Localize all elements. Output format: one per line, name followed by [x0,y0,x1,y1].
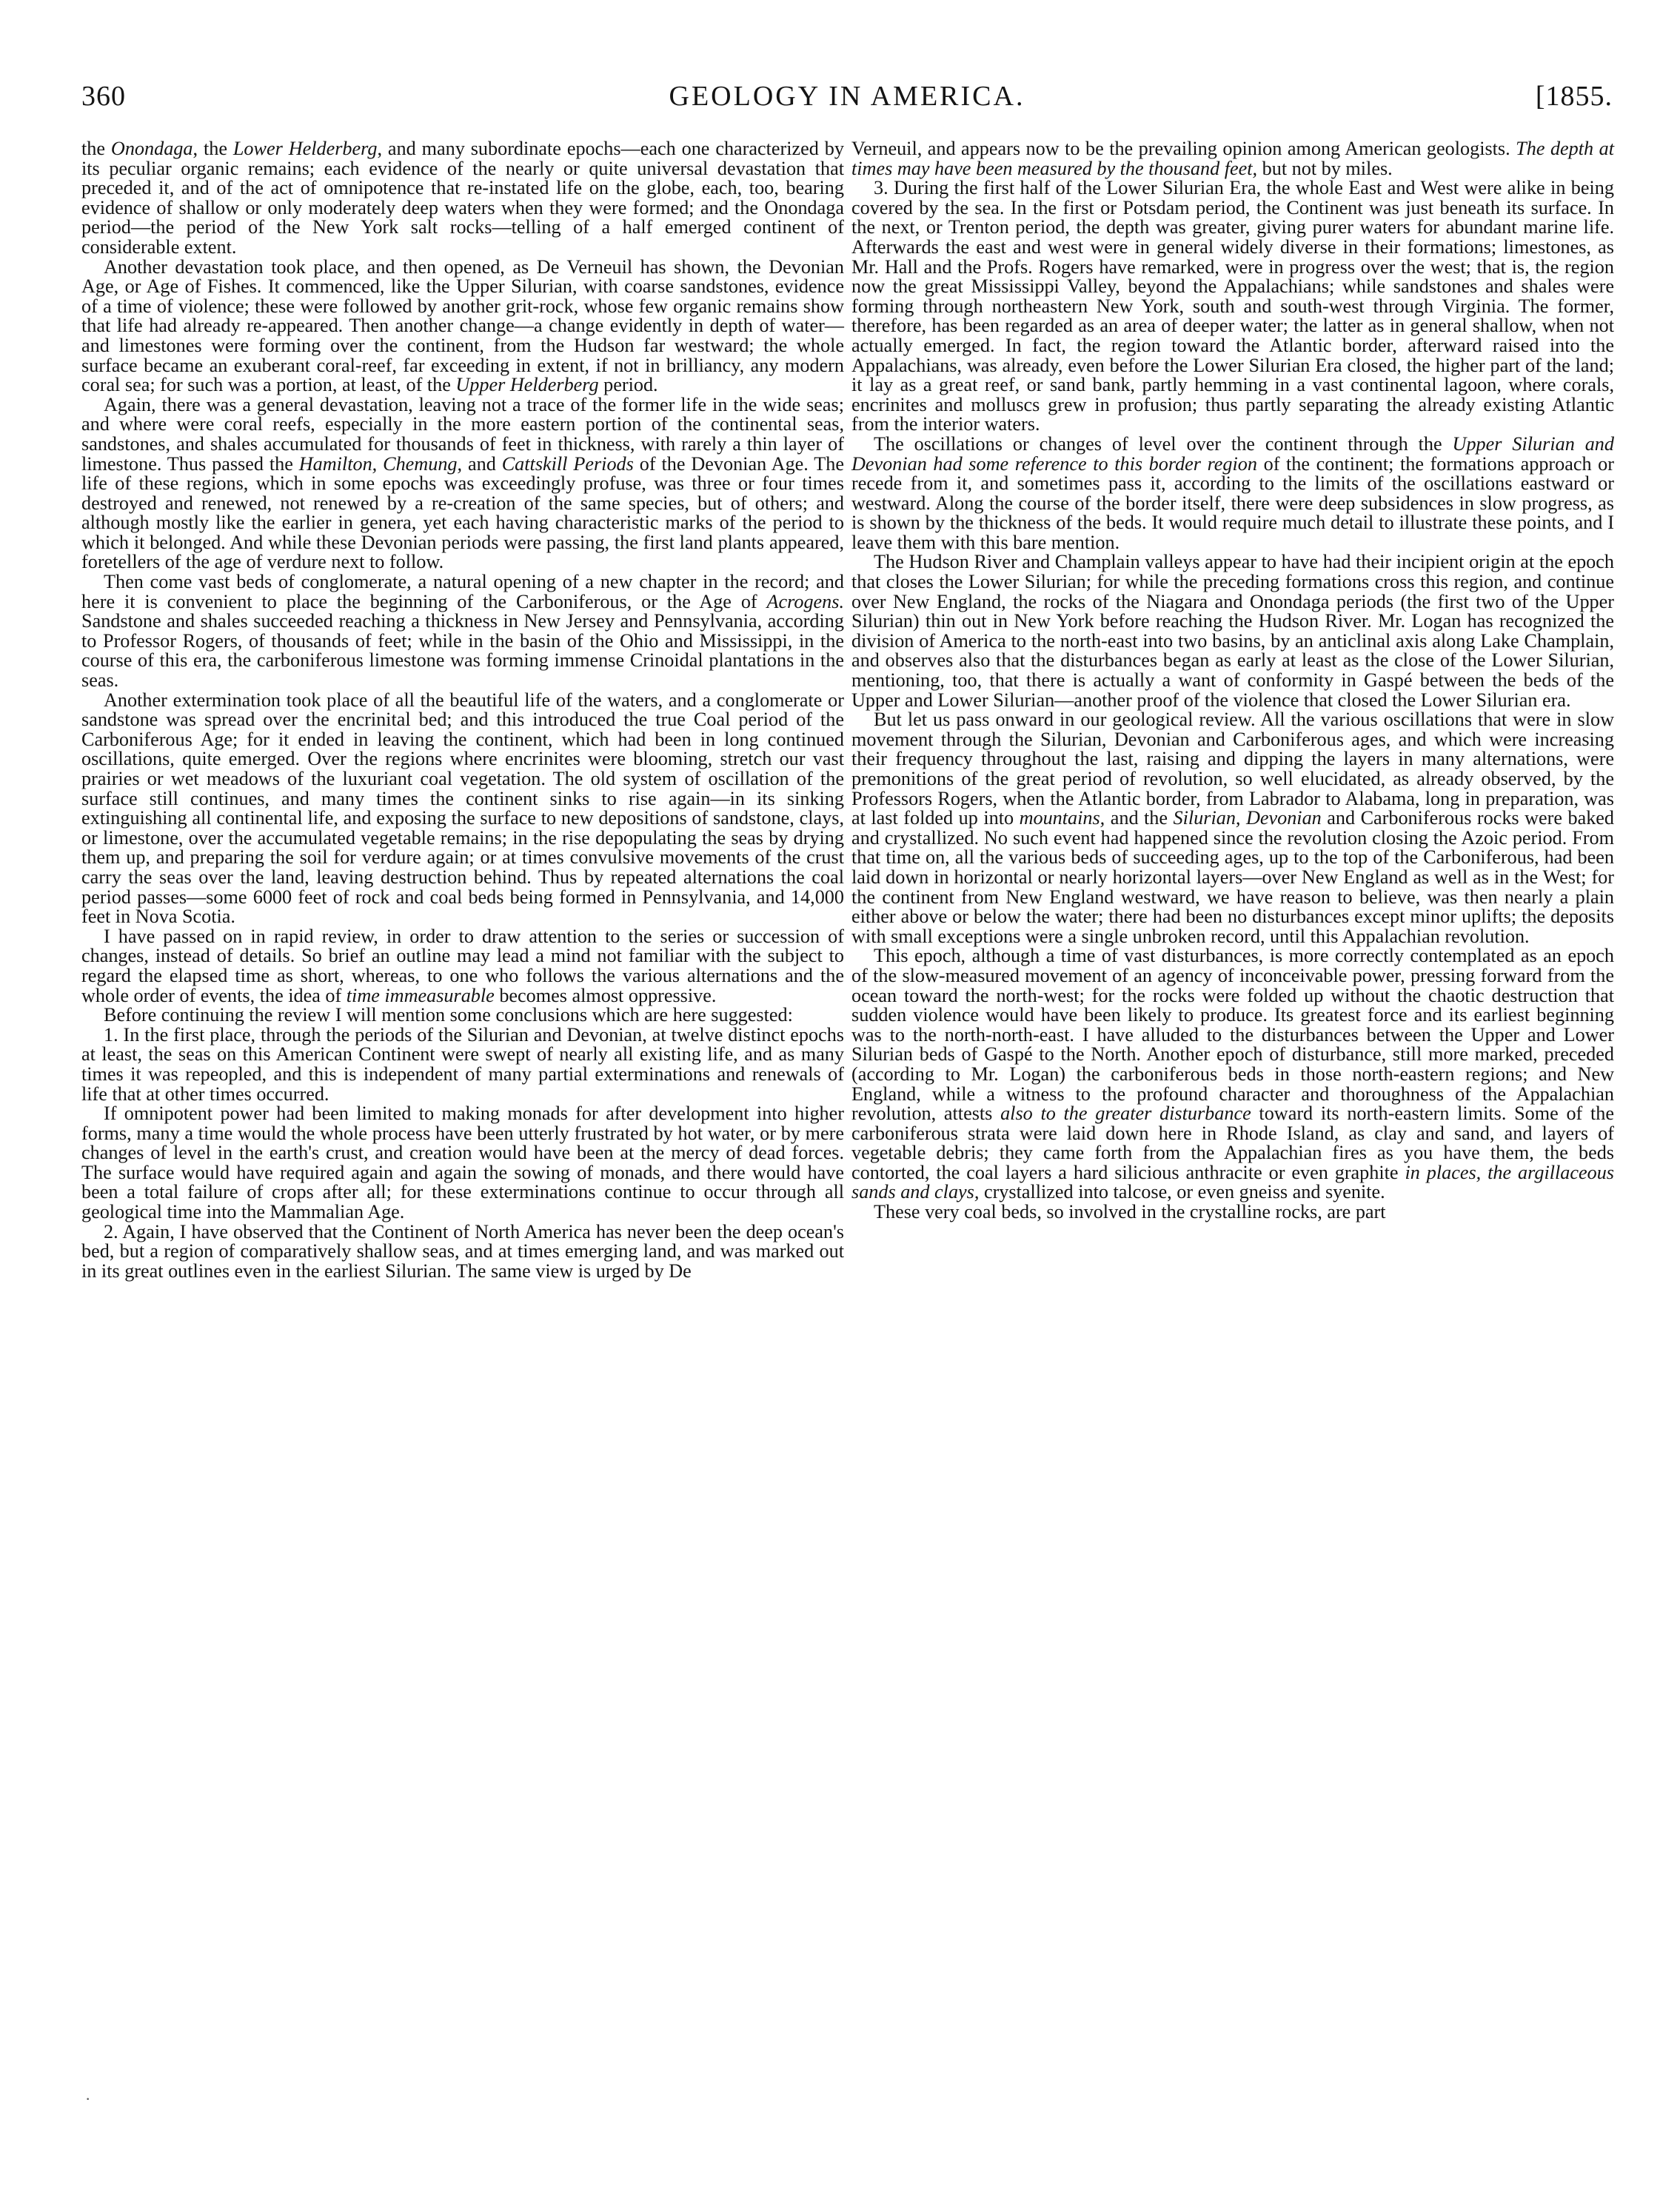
text-run: The Hudson River and Champlain valleys appear to have had their incipient origin at the epoch that closes the Lower Silurian; for while the preceding formations cross this region, and continue over New England, the rocks of the Niagara and Onondaga periods (the first two of the Upper Silurian) thin out in New York before reaching the Hudson River. Mr. Logan has recognized the division of America to the north-east into two basins, by an anticlinal axis along Lake Champlain, and observes also that the disturbances began as early at least as the close of the Lower Silurian, mentioning, too, that there is actually a want of conformity in Gaspé between the beds of the Upper and Lower Silurian—another proof of the violence that closed the Lower Silurian era. [851,551,1614,711]
text-run: of the continent; the formations approach or recede from it, and sometimes pass it, according to the limits of the oscillations eastward or westward. Along the course of the border itself, there were deep subsidences in slow progress, as is shown by the thickness of the beds. It would require much detail to illustrate these points, and I leave them with this bare mention. [851,452,1614,553]
text-run: but not by miles. [1257,157,1393,179]
left-text-column [81,139,844,1281]
paragraph [81,139,844,258]
text-run: Before continuing the review I will mention some conclusions which are here suggested: [104,1004,793,1026]
paragraph [81,255,844,396]
paragraph [851,139,1614,178]
text-run: If omnipotent power had been limited to making monads for after development into higher forms, many a time would the whole process have been utterly frustrated by hot water, or by mere changes of level in the earth's crust, and creation would have been at the mercy of dead forces. The surface would have required again and again the sowing of monads, and there would have been a total failure of crops after all; for these exterminations continue to occur through all geological time into the Mammalian Age. [81,1103,844,1223]
paragraph [851,710,1614,946]
italic-text: Silurian, Devonian [1173,807,1322,829]
paragraph [851,946,1614,1202]
italic-text: Acrogens. [766,590,844,612]
italic-text: mountains, [1019,807,1105,829]
text-run: period. [598,374,658,396]
text-run: Another extermination took place of all the beautiful life of the waters, and a conglomerate or sandstone was spread over the encrinital bed; and this introduced the true Coal period of the Carboniferous Age; for it ended in leaving the continent, which had been in long continued oscillations, quite emerged. Over the regions where encrinites were blooming, stretch our vast prairies or wet meadows of the luxuriant coal vegetation. The old system of oscillation of the surface still continues, and many times the continent sinks to rise again—in its sinking extinguishing all continental life, and exposing the surface to new depositions of sandstone, clays, or limestone, over the accumulated vegetable remains; in the rise depopulating the seas by drying them up, and preparing the soil for verdure again; or at times convulsive movements of the crust carry the seas over the land, leaving destruction behind. Thus by repeated alternations the coal period passes—some 6000 feet of rock and coal beds being formed in Pennsylvania, and 14,000 feet in Nova Scotia. [81,689,844,928]
paragraph [81,572,844,691]
page-speck: · [85,2090,91,2108]
text-run: The oscillations or changes of level over the continent through the [874,432,1453,455]
text-run: and [1321,807,1361,829]
text-run: 3. During the first half of the Lower Silurian Era, the whole East and West were alike in being covered by the sea. In the first or Potsdam period, the Continent was just beneath its surface. In the next, or Trenton period, the depth was greater, giving purer waters for abundant marine life. Afterwards the east and west were in general widely diverse in their formations; limestones, as Mr. Hall and the Profs. Rogers have remarked, were in progress over the west; that is, the region now the great Mississippi Valley, beyond the Appalachians; while sandstones and shales were forming through northeastern New York, south and south-west through Virginia. The former, therefore, has been regarded as an area of deeper water; the latter as in general shallow, when not actually emerged. In fact, the region toward the Atlantic border, afterward raised into the Appalachians, was already, even before the Lower Silurian Era closed, the higher part of the land; it lay as a great reef, or sand bank, partly hemming in a vast continental lagoon, where corals, encrinites and molluscs grew in profusion; thus partly separating the already existing Atlantic from the interior waters. [851,177,1614,435]
text-run: Another devastation took place, and then opened, as De Verneuil has shown, the Devonian Age, or Age of Fishes. It commenced, like the Upper Silurian, with coarse sandstones, evidence of a time of violence; these were followed by another grit-rock, whose few organic remains show that life had already re-appeared. Then another change—a change evidently in depth of water—and limestones were forming over the continent, from the Hudson far westward; the whole surface became an exuberant coral-reef, far exceeding in extent, if not in brilliancy, any modern coral sea; for such was a portion, at least, of the [81,255,844,396]
italic-text: Cattskill Periods [501,452,634,475]
text-run: toward its north-eastern limits. Some of the carboniferous strata were laid down here in Rhode Island, as clay and sand, and layers of vegetable debris; they came forth from the Appalachian fires as you have them, the beds contorted, the coal layers a hard silicious anthracite or even graphite [851,1103,1614,1183]
running-year: [1855. [1535,81,1613,112]
italic-text: Upper Silurian and Devonian had some reference to this border region [851,432,1614,475]
text-run: and [462,452,502,475]
italic-text: Hamilton, Chemung, [298,452,463,475]
italic-text: Upper Helderberg [455,374,599,396]
paragraph [851,178,1614,435]
text-run: Carboniferous rocks were baked and crystallized. No such event had happened since the revolution closing the Azoic period. From that time on, all the various beds of succeeding ages, up to the top of the Carboniferous, had been laid down in horizontal or nearly horizontal layers—over New England as well as in the West; for the continent from New England westward, we have reason to believe, was then nearly a plain either above or below the water; there had been no disturbances except minor uplifts; the deposits with small exceptions were a single unbroken record, until this Appalachian revolution. [851,807,1615,947]
paragraph [81,1006,844,1026]
paragraph [81,927,844,1006]
text-run: Then come vast beds of conglomerate, a natural opening of a new chapter in the record; and here it is convenient to place the beginning of the Carboniferous, or the Age of [81,571,844,612]
text-run: Again, there was a general devastation, leaving not a trace of the former life in the wide seas; and where were coral reefs, especially in the more eastern portion of the continental seas, sandstones, and shales accumulated for thousands of feet in thickness, with rarely a thin layer of limestone. Thus passed the [81,393,844,475]
italic-text: in places, the argillaceous sands and clays, [851,1161,1615,1203]
text-run: 1. In the first place, through the periods of the Silurian and Devonian, at twelve distinct epochs at least, the seas on this American Continent were swept of nearly all existing life, and as many times it was repeopled, and this is independent of many partial exterminations and renewals of life that at other times occurred. [81,1023,844,1105]
text-run: These very coal beds, so involved in the crystalline rocks, are part [874,1201,1386,1223]
italic-text: also to the greater disturbance [1000,1103,1251,1125]
text-run: becomes almost oppressive. [494,984,717,1006]
paragraph [851,432,1614,553]
text-run: Verneuil, and appears now to be the prevailing opinion among American geologists. [851,138,1516,159]
paragraph [851,552,1614,710]
text-run: , the [193,138,233,159]
italic-text: The depth at times may have been measured by the thousand feet, [851,138,1614,179]
italic-text: Onondaga [110,138,193,159]
running-title: GEOLOGY IN AMERICA. [669,81,1025,112]
paragraph [81,1222,844,1282]
text-run: of the Devonian Age. The life of these regions, which in some epochs was exceedingly profuse, was three or four times destroyed and renewed, not renewed by a re-creation of the same species, but of others; and although mostly like the earlier in genera, yet each having characteristic marks of the period to which it belonged. And while these Devonian periods were passing, the first land plants appeared, foretellers of the age of verdure next to follow. [81,452,844,573]
text-run: This epoch, although a time of vast disturbances, is more correctly contemplated as an epoch of the slow-measured movement of an agency of inconceivable power, pressing forward from the ocean toward the north-west; for the rocks were folded up without the chaotic destruction that sudden violence would have been likely to produce. Its greatest force and its earliest beginning was to the north-north-east. I have alluded to the disturbances between the Upper and Lower Silurian beds of Gaspé to the North. Another epoch of disturbance, still more marked, preceded (according to Mr. Logan) the carboniferous beds in those north-eastern regions; and New England, while a witness to the profound character and thoroughness of the Appalachian revolution, attests [851,945,1614,1125]
paragraph [81,1023,844,1105]
italic-text: time immeasurable [346,984,495,1006]
text-run: crystallized into talcose, or even gneiss and syenite. [979,1181,1385,1203]
text-run: and the [1105,807,1174,829]
right-text-column [851,139,1614,1222]
text-run: But let us pass onward in our geological review. All the various oscillations that were in slow movement through the Silurian, Devonian and Carboniferous ages, and which were increasing their frequency throughout the last, raising and dipping the layers in many alternations, were premonitions of the great period of revolution, so well elucidated, as already observed, by the Professors Rogers, when the Atlantic border, from Labrador to Alabama, long in preparation, was at last folded up into [851,709,1614,829]
italic-text: Lower Helderberg [232,138,378,159]
text-run: the [81,138,111,159]
paragraph [81,395,844,572]
paragraph [81,1104,844,1222]
paragraph [81,691,844,927]
text-run: Sandstone and shales succeeded reaching a thickness in New Jersey and Pennsylvania, according to Professor Rogers, of thousands of feet; while in the basin of the Ohio and Mississippi, in the course of this era, the carboniferous limestone was forming immense Crinoidal plantations in the seas. [81,610,844,692]
page-number: 360 [81,81,126,112]
text-run: , and many subordinate epochs—each one characterized by its peculiar organic remains; each evidence of the nearly or quite universal devastation that preceded it, and of the act of omnipotence that re-instated life on the globe, each, too, bearing evidence of shallow or only moderately deep waters when they were formed; and the Onondaga period—the period of the New York salt rocks—telling of a half emerged continent of considerable extent. [81,138,844,258]
running-head [81,80,1613,124]
text-run: 2. Again, I have observed that the Continent of North America has never been the deep ocean's bed, but a region of comparatively shallow seas, and at times emerging land, and was marked out in its great outlines even in the earliest Silurian. The same view is urged by De [81,1220,844,1282]
paragraph [851,1202,1614,1222]
text-run: I have passed on in rapid review, in order to draw attention to the series or succession of changes, instead of details. So brief an outline may lead a mind not familiar with the subject to regard the elapsed time as short, whereas, to one who follows the various alternations and the whole order of events, the idea of [81,925,844,1006]
